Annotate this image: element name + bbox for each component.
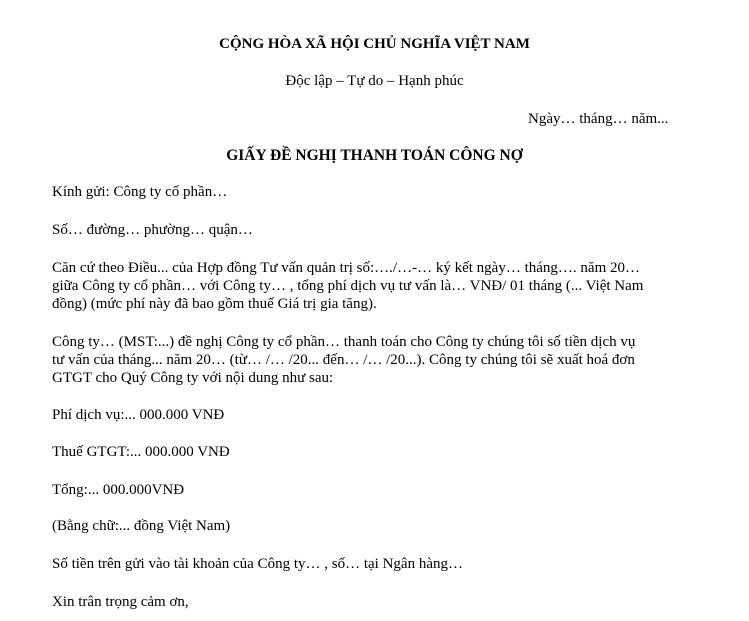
motto: Độc lập – Tự do – Hạnh phúc — [285, 73, 464, 89]
total-fee: Tổng:... 000.000VNĐ — [52, 482, 185, 498]
document-title: GIẤY ĐỀ NGHỊ THANH TOÁN CÔNG NỢ — [226, 147, 523, 164]
date-line: Ngày… tháng… năm... — [528, 111, 669, 127]
paragraph2-line2: tư vấn của tháng... năm 20… (từ… /… /20... đến… /… /20...). Công ty chúng tôi sẽ xuất hoá đơn — [52, 352, 635, 368]
bank-info: Số tiền trên gửi vào tài khoản của Công ty… , số… tại Ngân hàng… — [52, 556, 463, 572]
paragraph2-line3: GTGT cho Quý Công ty với nội dung như sau: — [52, 370, 334, 386]
paragraph1-line3: đồng) (mức phí này đã bao gồm thuế Giá trị gia tăng). — [52, 296, 377, 312]
recipient-address: Số… đường… phường… quận… — [52, 222, 253, 238]
amount-in-words: (Bằng chữ:... đồng Việt Nam) — [52, 518, 231, 534]
paragraph2-line1: Công ty… (MST:...) đề nghị Công ty cổ phần… thanh toán cho Công ty chúng tôi số tiền dịch vụ — [52, 334, 636, 350]
vat-fee: Thuế GTGT:... 000.000 VNĐ — [52, 444, 230, 460]
closing-line: Xin trân trọng cảm ơn, — [52, 594, 189, 610]
paragraph1-line1: Căn cứ theo Điều... của Hợp đồng Tư vấn quản trị số:…./…-… ký kết ngày… tháng…. năm 20… — [52, 260, 640, 276]
country-header: CỘNG HÒA XÃ HỘI CHỦ NGHĨA VIỆT NAM — [219, 36, 530, 52]
service-fee: Phí dịch vụ:... 000.000 VNĐ — [52, 407, 225, 423]
paragraph1-line2: giữa Công ty cổ phần… với Công ty… , tổng phí dịch vụ tư vấn là… VNĐ/ 01 tháng (... Việt Nam — [52, 278, 644, 294]
recipient: Kính gửi: Công ty cổ phần… — [52, 184, 228, 200]
